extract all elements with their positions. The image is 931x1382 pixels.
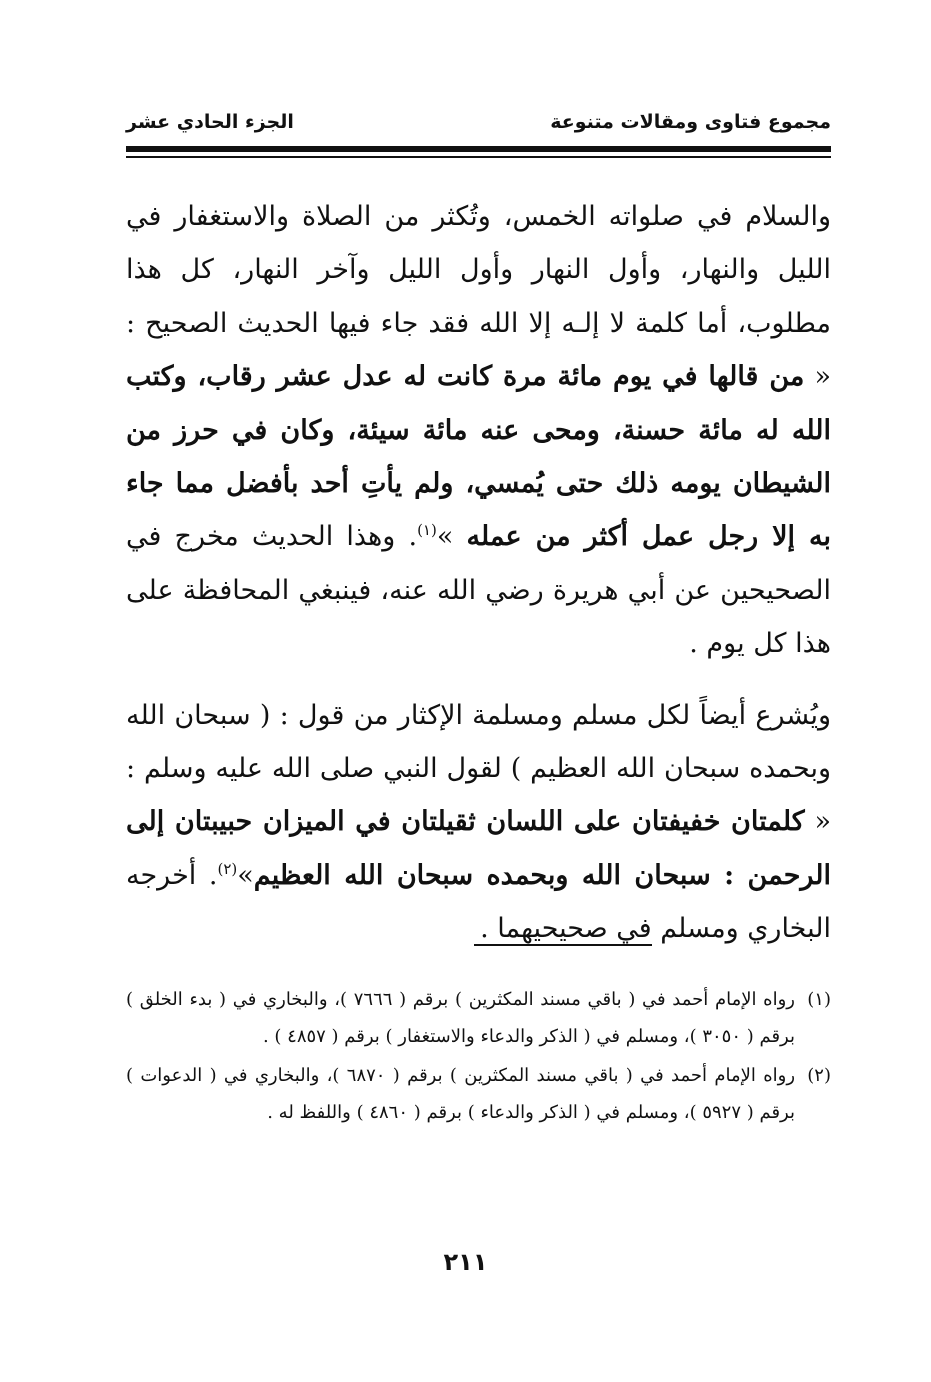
page-number: ٢١١: [443, 1248, 488, 1276]
paragraph-1: [126, 190, 831, 671]
volume-title: الجزء الحادي عشر: [126, 111, 294, 133]
running-header: [126, 104, 831, 140]
paragraph-1-quote-close: »: [436, 521, 467, 553]
footnote-1: [126, 982, 831, 1055]
paragraph-1-text-a: والسلام في صلواته الخمس، وتُكثر من الصلاة والاستغفار في الليل والنهار، وأول النهار وأول الليل وآخر النهار، كل هذا مطلوب، أما كلمة لا إلـه إلا الله فقد جاء فيها الحديث الصحيح : «: [126, 201, 831, 393]
footnotes: [126, 982, 831, 1134]
paragraph-1-text-b: . وهذا الحديث مخرج في الصحيحين عن أبي هريرة رضي الله عنه، فينبغي المحافظة على هذا كل يوم .: [126, 521, 831, 660]
footnote-ref-2: (٢): [217, 859, 238, 878]
paragraph-2-quote-close: »: [237, 859, 254, 891]
paragraph-2-text-b: . أخرجه البخاري ومسلم في صحيحيهما .: [126, 859, 831, 945]
header-rule-thin: [126, 156, 831, 158]
footnote-number: (٢): [807, 1065, 831, 1086]
footnote-separator: [474, 944, 652, 946]
paragraph-2-text-a: ويُشرع أيضاً لكل مسلم ومسلمة الإكثار من قول : ( سبحان الله وبحمده سبحان الله العظيم ) لقول النبي صلى الله عليه وسلم : «: [126, 699, 832, 838]
hadith-quote-2: كلمتان خفيفتان على اللسان ثقيلتان في الميزان حبيبتان إلى الرحمن : سبحان الله وبحمده سبحان الله العظيم: [126, 806, 832, 891]
paragraph-2: [126, 689, 831, 956]
footnote-text: رواه الإمام أحمد في ( باقي مسند المكثرين ) برقم ( ٧٦٦٦ )، والبخاري في ( بدء الخلق ) برقم ( ٣٠٥٠ )، ومسلم في ( الذكر والدعاء والاستغفار ) برقم ( ٤٨٥٧ ) .: [126, 989, 796, 1047]
footnote-2: [126, 1058, 831, 1131]
footnote-text: رواه الإمام أحمد في ( باقي مسند المكثرين ) برقم ( ٦٨٧٠ )، والبخاري في ( الدعوات ) برقم ( ٥٩٢٧ )، ومسلم في ( الذكر والدعاء ) برقم ( ٤٨٦٠ ) واللفظ له .: [126, 1065, 796, 1123]
footnote-ref-1: (١): [417, 521, 437, 540]
hadith-quote-1: من قالها في يوم مائة مرة كانت له عدل عشر رقاب، وكتب الله له مائة حسنة، ومحى عنه مائة سيئة، وكان في حرز من الشيطان يومه ذلك حتى يُمسي، ولم يأتِ أحد بأفضل مما جاء به إلا رجل عمل أكثر من عمله: [126, 361, 831, 553]
footnote-number: (١): [807, 989, 831, 1010]
header-rule-thick: [126, 146, 831, 152]
main-text: [126, 190, 831, 956]
book-title: مجموع فتاوى ومقالات متنوعة: [550, 111, 831, 133]
